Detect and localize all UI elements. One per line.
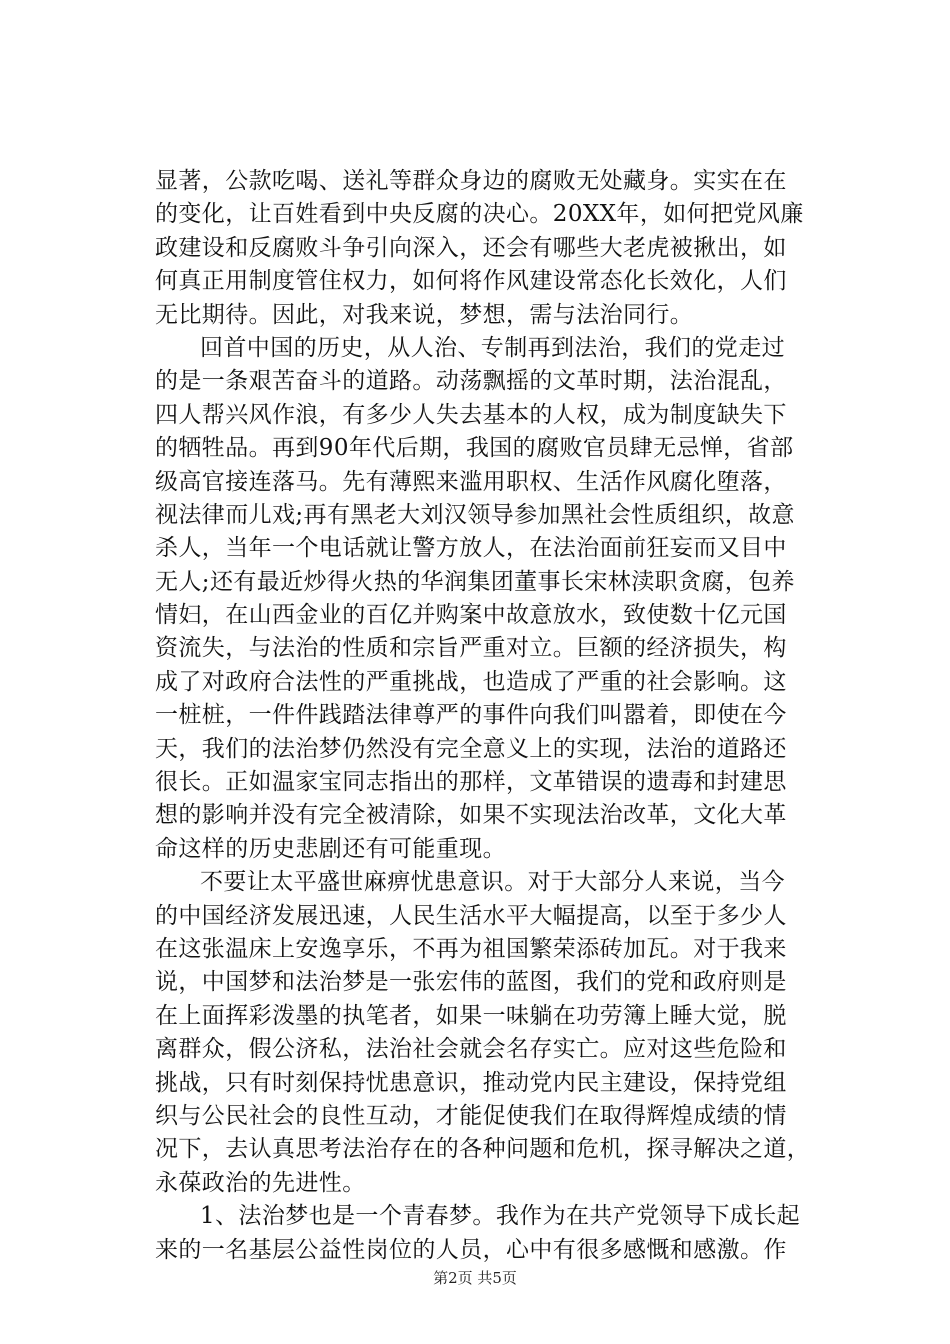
text-line: 想的影响并没有完全被清除，如果不实现法治改革，文化大革 [155,802,787,829]
text-line: 命这样的历史悲剧还有可能重现。 [155,835,506,862]
text-line: 挑战，只有时刻保持忧患意识，推动党内民主建设，保持党组 [155,1069,787,1096]
text-line: 何真正用制度管住权力，如何将作风建设常态化长效化，人们 [155,268,787,295]
text-line: 无人;还有最近炒得火热的华润集团董事长宋林渎职贪腐，包养 [155,568,795,595]
text-line: 在这张温床上安逸享乐，不再为祖国繁荣添砖加瓦。对于我来 [155,935,787,962]
text-line: 来的一名基层公益性岗位的人员，心中有很多感慨和感激。作 [155,1236,787,1263]
paragraph-start-line: 回首中国的历史，从人治、专制再到法治，我们的党走过 [200,334,785,361]
paragraph-start-line: 不要让太平盛世麻痹忧患意识。对于大部分人来说，当今 [200,869,785,896]
text-line: 资流失，与法治的性质和宗旨严重对立。巨额的经济损失，构 [155,635,787,662]
text-line: 永葆政治的先进性。 [155,1169,366,1196]
page-number-footer: 第2页 共5页 [433,1269,517,1287]
text-line: 显著，公款吃喝、送礼等群众身边的腐败无处藏身。实实在在 [155,168,787,194]
text-line: 四人帮兴风作浪，有多少人失去基本的人权，成为制度缺失下 [155,401,787,428]
text-line: 很长。正如温家宝同志指出的那样，文革错误的遗毒和封建思 [155,769,787,796]
text-line: 视法律而儿戏;再有黑老大刘汉领导参加黑社会性质组织，故意 [155,501,795,528]
text-line: 离群众，假公济私，法治社会就会名存实亡。应对这些危险和 [155,1036,787,1063]
paragraph-start-line: 1、法治梦也是一个青春梦。我作为在共产党领导下成长起 [200,1203,801,1230]
text-line: 的中国经济发展迅速，人民生活水平大幅提高，以至于多少人 [155,902,787,929]
text-line: 政建设和反腐败斗争引向深入，还会有哪些大老虎被揪出，如 [155,234,787,261]
body-text [155,165,827,1267]
text-line: 的是一条艰苦奋斗的道路。动荡飘摇的文革时期，法治混乱， [155,368,787,395]
text-line: 在上面挥彩泼墨的执笔者，如果一味躺在功劳簿上睡大觉，脱 [155,1002,787,1029]
text-line: 说，中国梦和法治梦是一张宏伟的蓝图，我们的党和政府则是 [155,969,787,996]
text-line: 情妇，在山西金业的百亿并购案中故意放水，致使数十亿元国 [155,602,787,629]
text-line: 织与公民社会的良性互动，才能促使我们在取得辉煌成绩的情 [155,1102,787,1129]
text-line: 的变化，让百姓看到中央反腐的决心。20XX年，如何把党风廉 [155,201,804,228]
text-line: 级高官接连落马。先有薄熙来滥用职权、生活作风腐化堕落， [155,468,787,495]
text-line: 无比期待。因此，对我来说，梦想，需与法治同行。 [155,301,694,328]
text-line: 的牺牲品。再到90年代后期，我国的腐败官员肆无忌惮，省部 [155,435,794,462]
text-line: 杀人，当年一个电话就让警方放人，在法治面前狂妄而又目中 [155,535,787,562]
text-line: 天，我们的法治梦仍然没有完全意义上的实现，法治的道路还 [155,735,787,762]
text-line: 一桩桩，一件件践踏法律尊严的事件向我们叫嚣着，即使在今 [155,702,787,729]
text-line: 况下，去认真思考法治存在的各种问题和危机，探寻解决之道， [155,1136,811,1163]
text-line: 成了对政府合法性的严重挑战，也造成了严重的社会影响。这 [155,668,787,695]
